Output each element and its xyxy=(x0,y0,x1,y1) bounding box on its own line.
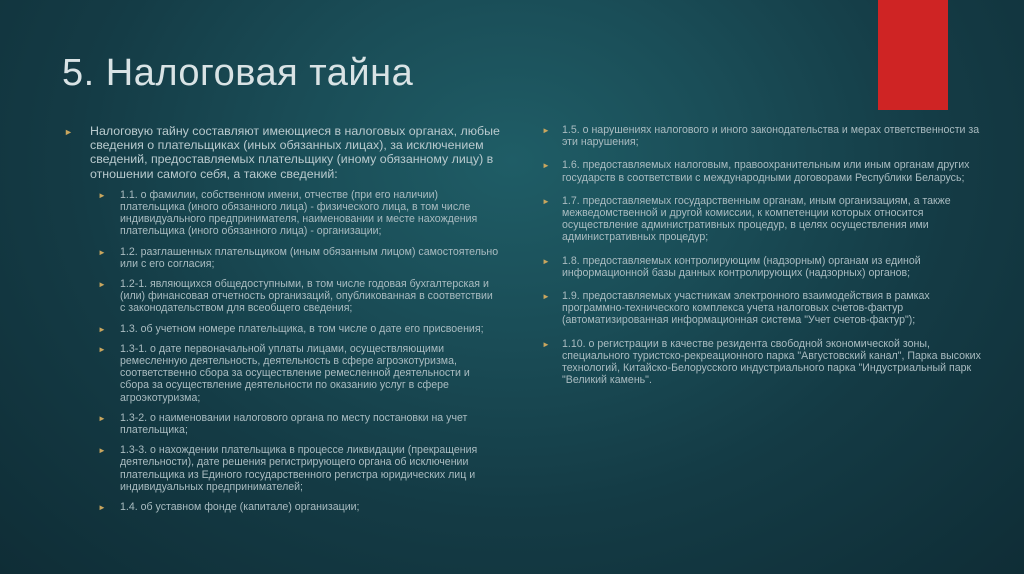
bullet-arrow-icon: ► xyxy=(98,190,106,200)
bullet-arrow-icon: ► xyxy=(98,324,106,334)
bullet-arrow-icon: ► xyxy=(64,127,73,137)
list-item xyxy=(522,290,990,327)
list-item-text: 1.3-3. о нахождении плательщика в процессе ликвидации (прекращения деятельности), дате решения регистрирующего органа об исключении плательщика из Единого государственного регистра юридических лиц и индивидуальных предпринимателей; xyxy=(120,444,478,493)
bullet-arrow-icon: ► xyxy=(542,126,550,135)
bullet-arrow-icon: ► xyxy=(542,161,550,171)
bullet-arrow-icon: ► xyxy=(98,413,106,423)
list-item-text: 1.4. об уставном фонде (капитале) организации; xyxy=(120,501,360,514)
list-item xyxy=(62,444,500,493)
list-item-text: 1.8. предоставляемых контролирующим (надзорным) органам из единой информационной базы данных контролирующих (надзорных) органов; xyxy=(562,254,921,279)
list-item-text: 1.2. разглашенных плательщиком (иным обязанным лицом) самостоятельно или с его согласия; xyxy=(120,245,499,270)
list-item-text: 1.3. об учетном номере плательщика, в том числе о дате его присвоения; xyxy=(120,322,484,335)
list-item xyxy=(62,501,500,513)
list-item xyxy=(62,189,500,238)
right-column xyxy=(522,124,990,397)
list-item xyxy=(522,124,990,148)
list-item xyxy=(522,195,990,244)
bullet-arrow-icon: ► xyxy=(542,339,550,349)
intro-paragraph xyxy=(62,124,500,181)
list-item-text: 1.3-2. о наименовании налогового органа по месту постановки на учет плательщика; xyxy=(120,411,468,437)
list-item-text: 1.10. о регистрации в качестве резидента свободной экономической зоны, специального туристско-рекреационного парка "Августовский канал", Парка высоких технологий, Китайско-Белорусского индустриального парка "Индустриальный парк "Великий камень". xyxy=(562,337,981,387)
list-item xyxy=(522,338,990,387)
list-item xyxy=(62,412,500,436)
bullet-arrow-icon: ► xyxy=(542,256,550,266)
list-item xyxy=(62,246,500,270)
list-item xyxy=(62,278,500,315)
bullet-arrow-icon: ► xyxy=(542,196,550,206)
list-item xyxy=(522,255,990,279)
bullet-arrow-icon: ► xyxy=(98,344,106,354)
bullet-arrow-icon: ► xyxy=(98,503,106,513)
list-item-text: 1.1. о фамилии, собственном имени, отчестве (при его наличии) плательщика (иного обязанного лица) - физического лица, в том числе индивидуального предпринимателя, наименовании и месте нахождения плательщика (иного обязанного лица) - организации; xyxy=(120,188,478,238)
list-item-text: 1.6. предоставляемых налоговым, правоохранительным или иным органам других государств в соответствии с международными договорами Республики Беларусь; xyxy=(562,159,970,184)
left-column xyxy=(62,124,500,521)
list-item xyxy=(62,323,500,335)
slide-title: 5. Налоговая тайна xyxy=(62,52,414,94)
bullet-arrow-icon: ► xyxy=(98,247,106,257)
list-item-text: 1.5. о нарушениях налогового и иного законодательства и мерах ответственности за эти нарушения; xyxy=(562,124,980,149)
list-item xyxy=(62,343,500,404)
bullet-arrow-icon: ► xyxy=(542,292,550,302)
bullet-arrow-icon: ► xyxy=(98,280,106,290)
list-item xyxy=(522,159,990,183)
list-item-text: 1.7. предоставляемых государственным органам, иным организациям, а также межведомственной и другой комиссии, к компетенции которых относится осуществление административных процедур, в целях осуществления ими административных процедур; xyxy=(562,194,951,244)
list-item-text: 1.3-1. о дате первоначальной уплаты лицами, осуществляющими ремесленную деятельность, деятельность в сфере агроэкотуризма, соответственно сбора за осуществление ремесленной деятельности и сбора за осуществление деятельности по оказанию услуг в сфере агроэкотуризма; xyxy=(120,342,470,404)
bullet-arrow-icon: ► xyxy=(98,446,106,456)
accent-bar xyxy=(878,0,948,110)
list-item-text: 1.2-1. являющихся общедоступными, в том числе годовая бухгалтерская и (или) финансовая отчетность организаций, опубликованная в соответствии с законодательством для всеобщего сведения; xyxy=(120,278,493,315)
intro-text: Налоговую тайну составляют имеющиеся в налоговых органах, любые сведения о плательщиках (иных обязанных лицах), за исключением сведений, предоставляемых плательщику (иному обязанному лицу) в отношении самого себя, а также сведений: xyxy=(90,124,500,181)
list-item-text: 1.9. предоставляемых участникам электронного взаимодействия в рамках программно-технического комплекса учета налоговых счетов-фактур (автоматизированная информационная система "Учет счетов-фактур"); xyxy=(562,290,930,327)
